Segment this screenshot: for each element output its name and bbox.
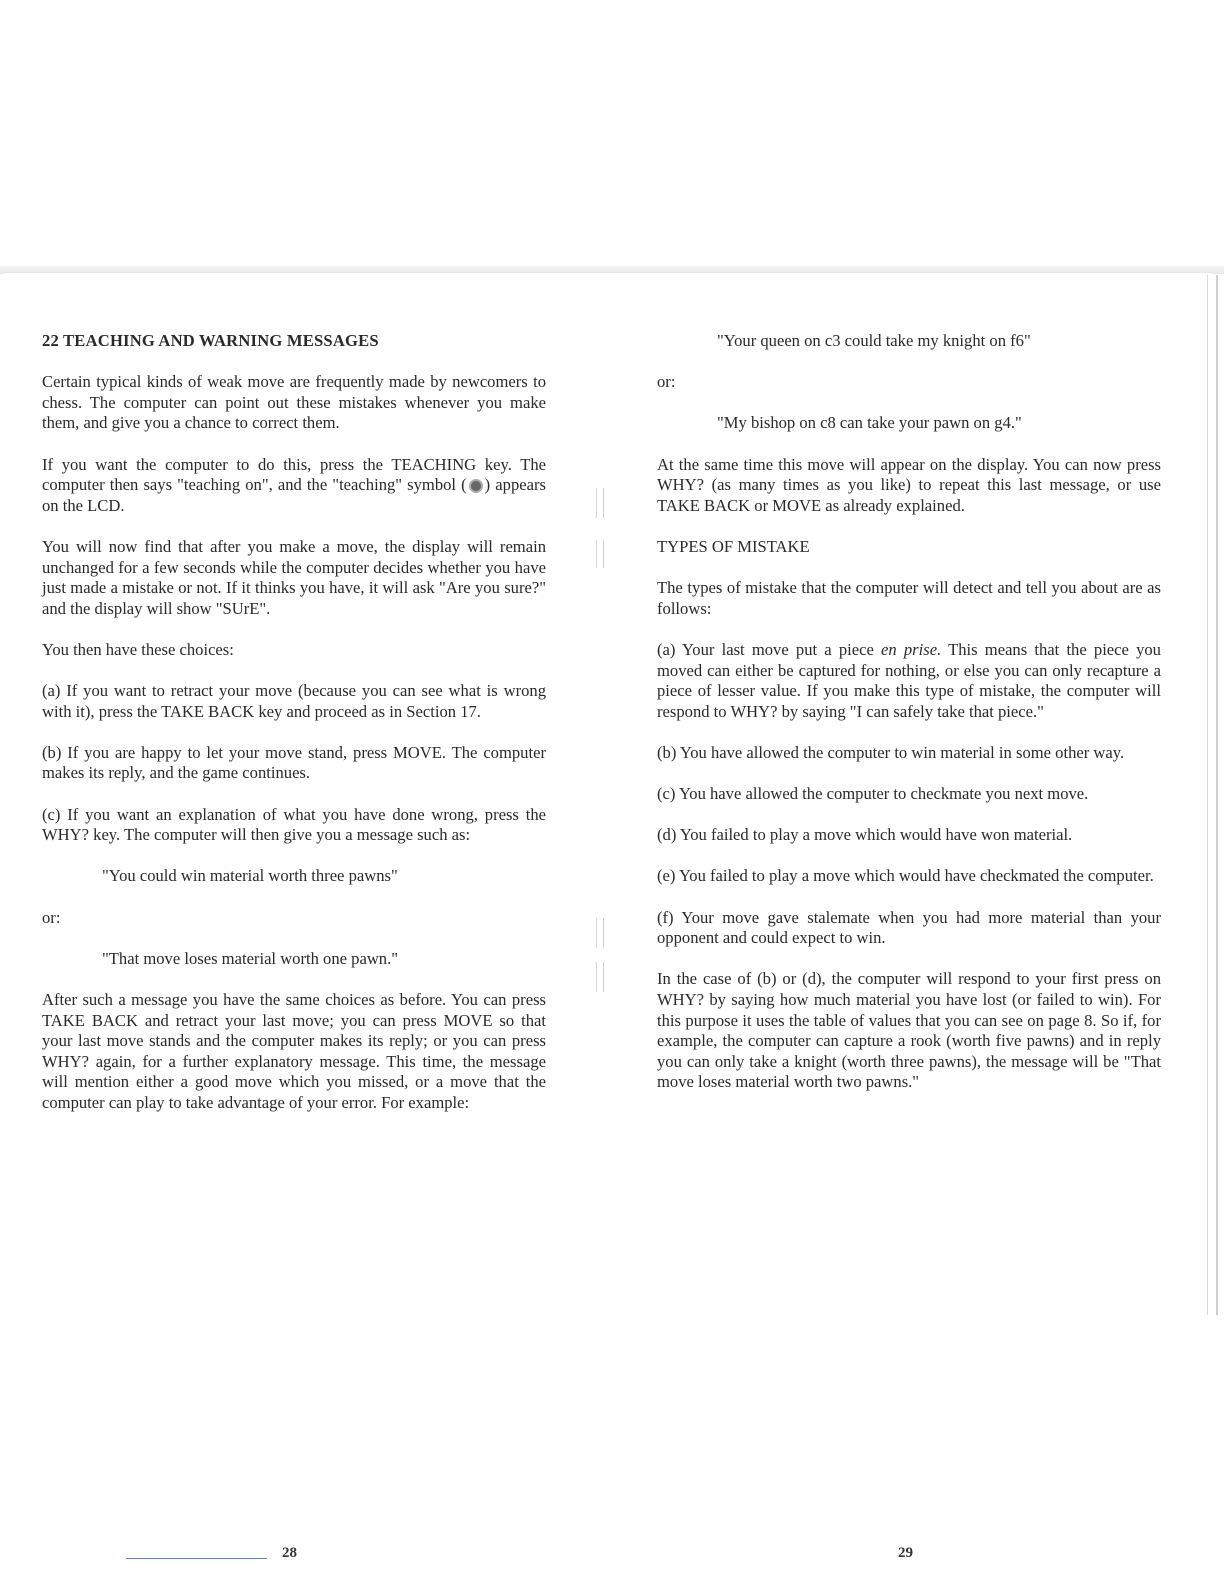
paragraph: At the same time this move will appear on the display. You can now press WHY? (as many times as you like) to repeat this last message, or use TAKE BACK or MOVE as already explained.: [657, 454, 1161, 515]
paragraph: (c) If you want an explanation of what you have done wrong, press the WHY? key. The computer will then give you a message such as:: [42, 804, 546, 845]
quote: "You could win material worth three pawns": [102, 866, 398, 886]
quote: "My bishop on c8 can take your pawn on g4.": [717, 413, 1022, 433]
paragraph: (a) If you want to retract your move (because you can see what is wrong with it), press the TAKE BACK key and proceed as in Section 17.: [42, 681, 546, 721]
paragraph: After such a message you have the same choices as before. You can press TAKE BACK and retract your last move; you can press MOVE so that your last move stands and the computer makes its reply; or you can press WHY? again, for a further explanatory message. This time, the message will mention either a good move which you missed, or a move that the computer can play to take advantage of your error. For example:: [42, 990, 546, 1112]
section-heading: 22 TEACHING AND WARNING MESSAGES: [42, 331, 379, 350]
mistake-item: (b) You have allowed the computer to win material in some other way.: [657, 742, 1125, 762]
paragraph: You will now find that after you make a move, the display will remain unchanged for a few seconds while the computer decides whether you have just made a mistake or not. If it thinks you have, it will ask "Are you sure?" and the display will show "SUrE".: [42, 536, 546, 618]
or-label: or:: [42, 907, 61, 927]
mistake-item: (c) You have allowed the computer to checkmate you next move.: [657, 784, 1089, 804]
binding-mark: [596, 488, 604, 518]
footer-rule: [126, 1558, 267, 1559]
item-italic: en prise.: [881, 639, 942, 659]
mistake-item: (e) You failed to play a move which would have checkmated the computer.: [657, 866, 1154, 886]
quote: "That move loses material worth one pawn.": [102, 948, 399, 968]
subheading: TYPES OF MISTAKE: [657, 536, 810, 556]
paragraph: You then have these choices:: [42, 639, 234, 659]
mistake-item: (f) Your move gave stalemate when you had more material than your opponent and could expect to win.: [657, 907, 1161, 948]
page-number-right: 29: [898, 1545, 913, 1561]
item-text: (a) Your last move put a piece: [657, 639, 882, 659]
right-page: [657, 331, 1161, 1114]
mistake-item: [657, 640, 1161, 722]
paragraph: Certain typical kinds of weak move are frequently made by newcomers to chess. The computer can point out these mistakes whenever you make them, and give you a chance to correct them.: [42, 372, 546, 433]
paragraph: (b) If you are happy to let your move stand, press MOVE. The computer makes its reply, and the game continues.: [42, 742, 546, 783]
quote: "Your queen on c3 could take my knight on f6": [717, 331, 1031, 350]
paragraph: In the case of (b) or (d), the computer will respond to your first press on WHY? by saying how much material you have lost (or failed to win). For this purpose it uses the table of values that you can see on page 8. So if, for example, the computer can capture a rook (worth five pawns) and in reply you can only take a knight (worth three pawns), the message will be "That move loses material worth two pawns.": [657, 969, 1161, 1092]
binding-mark: [596, 540, 604, 568]
or-label: or:: [657, 372, 676, 392]
teaching-symbol-icon: [469, 479, 483, 493]
left-page: [42, 331, 546, 1134]
binding-mark: [596, 962, 604, 992]
mistake-item: (d) You failed to play a move which would have won material.: [657, 825, 1073, 845]
paragraph: [42, 455, 546, 517]
binding-mark: [596, 918, 604, 948]
page-number-left: 28: [282, 1545, 297, 1561]
page-edge: [1207, 275, 1218, 1315]
paragraph-text: ) appears on the LCD.: [42, 475, 546, 515]
paragraph: The types of mistake that the computer will detect and tell you about are as follows:: [657, 578, 1161, 618]
item-text: This means that the piece you moved can either be captured for nothing, or else you can only recapture a piece of lesser value. If you make this type of mistake, the computer will respond to WHY? by saying "I can safely take that piece.": [657, 639, 1161, 721]
paragraph-text: If you want the computer to do this, press the TEACHING key. The computer then says "teaching on", and the "teaching" symbol (: [42, 454, 546, 495]
